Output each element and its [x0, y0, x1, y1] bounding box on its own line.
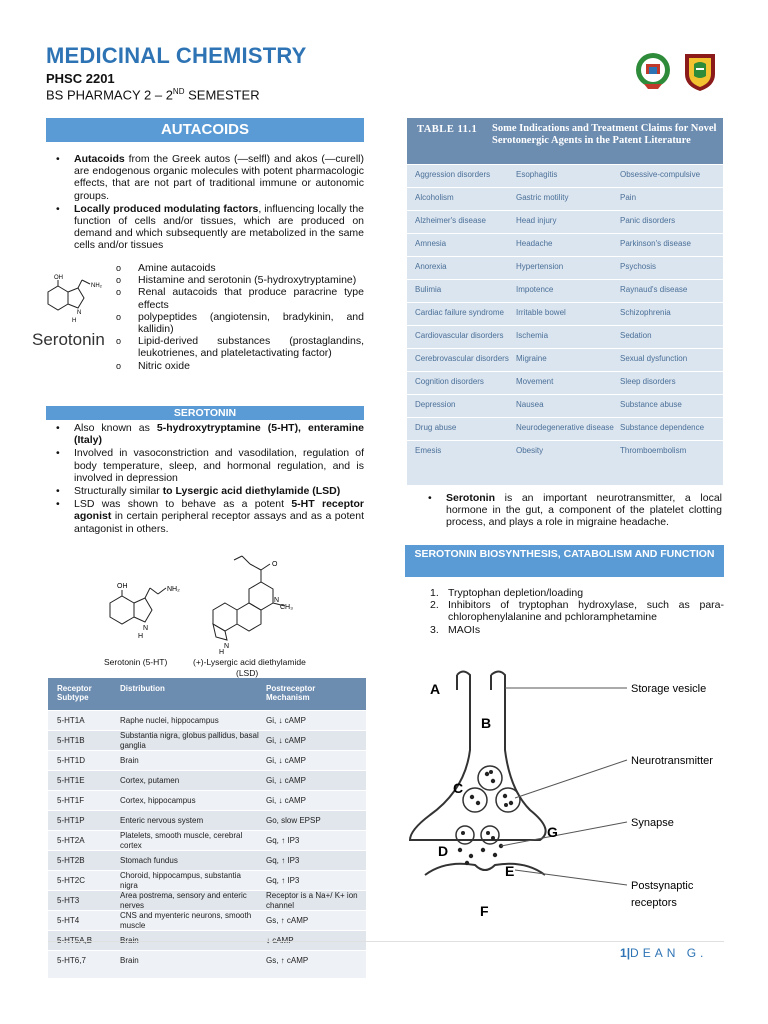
table-cell: Platelets, smooth muscle, cerebral cortex [120, 831, 243, 850]
table-cell: Aggression disorders [415, 170, 491, 179]
serotonin-lsd-structures [100, 548, 300, 658]
label-receptors: receptors [631, 897, 677, 909]
letter-a: A [430, 681, 441, 697]
table-cell: Alzheimer's disease [415, 216, 486, 225]
oh-label: OH [117, 583, 128, 590]
page-footer [620, 946, 707, 960]
table-cell: Sexual dysfunction [620, 354, 688, 363]
table-row [407, 440, 723, 463]
list-item: 3. MAOIs [430, 623, 481, 636]
serotonin-bullet-4 [48, 498, 364, 535]
table-cell: Bulimia [415, 285, 442, 294]
figure-label-lsd: (+)-Lysergic acid diethylamide [193, 657, 306, 667]
n-label: N [274, 597, 280, 604]
table-row [48, 950, 366, 970]
h-label: H [138, 633, 144, 640]
university-seal-logo [634, 50, 672, 92]
table-cell: Substance abuse [620, 400, 682, 409]
header-cell: Distribution [120, 684, 165, 693]
table-row [407, 417, 723, 440]
table-row [407, 279, 723, 302]
table-cell: Esophagitis [516, 170, 558, 179]
serotonin-structure-label: Serotonin [32, 330, 105, 349]
table-body [407, 164, 723, 463]
table-cell: CNS and myenteric neurons, smooth muscle [120, 911, 252, 930]
oh-label: OH [54, 275, 63, 281]
letter-c: C [453, 780, 464, 796]
table-cell: Gi, ↓ cAMP [266, 735, 307, 745]
page-number: 1 [620, 946, 627, 960]
bullet-text: , influencing locally the function of cells and/or tissues, which are produced on demand and which subsequently are metabolized in the same cells and/or tissues [74, 202, 365, 252]
list-item: 2. Inhibitors of tryptophan hydroxylase, such as para-chlorophenylalanine and pchloramphetamine [430, 599, 724, 624]
table-cell: Head injury [516, 216, 557, 225]
table-cell: Pain [620, 193, 637, 202]
table-cell: Gi, ↓ cAMP [266, 755, 307, 765]
item-text: Inhibitors of tryptophan hydroxylase, such as para-chlorophenylalanine and pchloramphetamine [448, 599, 724, 624]
serotonin-bullet-2: • Involved in vasoconstriction and vasodilation, regulation of body temperature, sleep, and hormonal regulation, and is involved in depression [48, 447, 364, 484]
table-cell: Stomach fundus [120, 855, 178, 865]
table-row [407, 348, 723, 371]
table-cell: Raphe nuclei, hippocampus [120, 715, 219, 725]
table-cell: Alcoholism [415, 193, 454, 202]
table-cell: 5-HT1P [57, 815, 85, 825]
table-cell: Raynaud's disease [620, 285, 688, 294]
table-cell: Gq, ↑ IP3 [266, 875, 300, 885]
table-number: TABLE 11.1 [417, 124, 478, 135]
table-cell: Panic disorders [620, 216, 676, 225]
table-cell: Irritable bowel [516, 308, 566, 317]
storage-vesicle [478, 766, 502, 790]
table-cell: 5-HT2B [57, 855, 85, 865]
table-row [48, 930, 366, 950]
figure-label-serotonin: Serotonin (5-HT) [104, 657, 168, 667]
table-row [48, 890, 366, 910]
bold-term: to Lysergic acid diethylamide (LSD) [162, 485, 341, 498]
table-cell: Hypertension [516, 262, 564, 271]
table-cell: 5-HT2C [57, 875, 86, 885]
table-body [48, 710, 366, 970]
table-cell: Anorexia [415, 262, 447, 271]
o-label: O [272, 561, 278, 568]
table-row [48, 750, 366, 770]
postsynaptic-membrane [425, 864, 545, 875]
storage-vesicle [496, 788, 520, 812]
table-cell: 5-HT1B [57, 735, 85, 745]
sub-item: o polypeptides (angiotensin, bradykinin, and kallidin) [112, 311, 364, 335]
table-cell: 5-HT6,7 [57, 955, 86, 965]
nh2-label: NH₂ [167, 586, 180, 593]
table-row [407, 302, 723, 325]
table-row [407, 371, 723, 394]
table-cell: Cerebrovascular disorders [415, 354, 509, 363]
table-row [407, 164, 723, 187]
sub-item: o Nitric oxide [112, 360, 364, 372]
n-label: N [77, 310, 82, 316]
table-row [407, 187, 723, 210]
table-row [407, 210, 723, 233]
bold-term: Serotonin [446, 492, 495, 504]
table-11-1 [407, 118, 723, 485]
table-cell: Gs, ↑ cAMP [266, 915, 309, 925]
bold-term: Locally produced modulating factors [74, 202, 259, 215]
table-caption: Some Indications and Treatment Claims for Novel Serotonergic Agents in the Patent Literature [492, 123, 717, 146]
bullet-text: in certain peripheral receptor assays and as a potent antagonist in others. [74, 510, 364, 535]
n-label: N [143, 625, 149, 632]
table-cell: Ischemia [516, 331, 549, 340]
letter-e: E [505, 863, 515, 879]
page-title: MEDICINAL CHEMISTRY [46, 43, 307, 68]
figure-label-lsd-abbrev: (LSD) [236, 668, 259, 678]
bullet-text: from the Greek autos (—selfl) and akos (—curell) are endogenous organic molecules with potent pharmacologic effects, that are not part of traditional immune or autonomic groups. [74, 153, 364, 202]
table-cell: Enteric nervous system [120, 815, 204, 825]
table-cell: Obesity [516, 446, 544, 455]
table-cell: Gq, ↑ IP3 [266, 855, 300, 865]
table-cell: Psychosis [620, 262, 657, 271]
table-row [407, 256, 723, 279]
table-row [48, 710, 366, 730]
table-header [48, 678, 366, 710]
bullet-text: Structurally similar [74, 485, 163, 498]
table-cell: Impotence [516, 285, 554, 294]
serotonin-structure-small [34, 272, 106, 330]
header-cell: Receptor Subtype [57, 684, 92, 702]
table-cell: Parkinson's disease [620, 239, 691, 248]
table-cell: Area postrema, sensory and enteric nerves [120, 891, 247, 910]
table-cell: Gi, ↓ cAMP [266, 795, 307, 805]
table-row [48, 910, 366, 930]
table-cell: Sleep disorders [620, 377, 676, 386]
label-postsynaptic: Postsynaptic [631, 880, 694, 892]
table-cell: Headache [516, 239, 553, 248]
table-cell: Brain [120, 755, 139, 765]
table-cell: Thromboembolism [620, 446, 687, 455]
table-cell: Cognition disorders [415, 377, 484, 386]
item-text: Tryptophan depletion/loading [448, 587, 584, 599]
course-code: PHSC 2201 [46, 71, 115, 86]
table-cell: Brain [120, 955, 139, 965]
storage-vesicle [481, 826, 499, 844]
table-row [48, 810, 366, 830]
letter-b: B [481, 715, 492, 731]
sub-item: o Amine autacoids [112, 262, 364, 274]
letter-d: D [438, 843, 449, 859]
program-tail: SEMESTER [184, 87, 260, 103]
label-storage-vesicle: Storage vesicle [631, 683, 707, 695]
table-row [48, 730, 366, 750]
table-cell: Sedation [620, 331, 652, 340]
table-cell: Cardiovascular disorders [415, 331, 504, 340]
table-row [48, 850, 366, 870]
table-cell: Gi, ↓ cAMP [266, 775, 307, 785]
program-line [46, 87, 260, 102]
storage-vesicle [456, 826, 474, 844]
sub-item: o Lipid-derived substances (prostaglandins, leukotrienes, and plateletactivating factor) [112, 335, 364, 359]
serotonin-section [48, 422, 364, 536]
table-cell: Emesis [415, 446, 442, 455]
label-synapse: Synapse [631, 817, 674, 829]
autacoids-bullet-2 [48, 203, 364, 252]
autacoids-heading: AUTACOIDS [46, 118, 364, 142]
autacoids-section [48, 153, 364, 253]
h-label: H [72, 318, 77, 324]
table-cell: Gi, ↓ cAMP [266, 715, 307, 725]
label-neurotransmitter: Neurotransmitter [631, 755, 713, 767]
bullet-text: is an important neurotransmitter, a local hormone in the gut, a component of the platelet clotting process, and plays a role in migraine headache. [446, 492, 722, 529]
biosynthesis-heading: SEROTONIN BIOSYNTHESIS, CATABOLISM AND FUNCTION [405, 545, 724, 577]
bullet-text: LSD was shown to behave as a potent [74, 498, 292, 511]
serotonin-heading: SEROTONIN [46, 406, 364, 420]
table-cell: 5-HT2A [57, 835, 85, 845]
table-cell: Depression [415, 400, 456, 409]
letter-g: G [547, 824, 558, 840]
serotonin-note [420, 492, 722, 530]
storage-vesicle [463, 788, 487, 812]
table-cell: Nausea [516, 400, 544, 409]
table-row [48, 770, 366, 790]
autacoids-sublist [112, 262, 364, 372]
serotonin-bullet-3 [48, 485, 364, 497]
sub-item: o Histamine and serotonin (5-hydroxytryptamine) [112, 274, 364, 286]
bold-term: 5-hydroxytryptamine (5-HT), enteramine (Italy) [74, 422, 364, 447]
h-label: H [219, 649, 225, 656]
program-superscript: ND [172, 87, 185, 96]
table-cell: Gastric motility [516, 193, 569, 202]
table-cell: Migraine [516, 354, 547, 363]
bold-term: 5-HT receptor agonist [74, 498, 364, 523]
table-cell: Obsessive-compulsive [620, 170, 701, 179]
note-bullet [420, 492, 722, 529]
table-cell: Gs, ↑ cAMP [266, 955, 309, 965]
nh2-label: NH₂ [91, 283, 102, 289]
serotonin-bullet-1 [48, 422, 364, 446]
table-cell: Cortex, putamen [120, 775, 180, 785]
table-caption-bar [407, 118, 723, 164]
table-row [48, 790, 366, 810]
table-cell: Go, slow EPSP [266, 815, 321, 825]
table-row [48, 830, 366, 850]
table-cell: Cardiac failure syndrome [415, 308, 504, 317]
sub-item: o Renal autacoids that produce paracrine type effects [112, 286, 364, 310]
table-cell: 5-HT1D [57, 755, 86, 765]
letter-f: F [480, 903, 489, 919]
table-cell: Amnesia [415, 239, 447, 248]
ch3-label: CH₃ [280, 604, 293, 611]
table-cell: Cortex, hippocampus [120, 795, 196, 805]
table-cell: Choroid, hippocampus, substantia nigra [120, 871, 241, 890]
biosynthesis-list [428, 587, 724, 636]
table-cell: 5-HT4 [57, 915, 80, 925]
header-cell: Postreceptor Mechanism [266, 684, 316, 702]
table-cell: Drug abuse [415, 423, 457, 432]
table-cell: 5-HT3 [57, 895, 80, 905]
table-row [407, 325, 723, 348]
bold-term: Autacoids [74, 153, 125, 165]
college-shield-logo [681, 50, 719, 92]
table-cell: 5-HT1F [57, 795, 85, 805]
table-cell: Receptor is a Na+/ K+ ion channel [266, 891, 358, 910]
table-cell: 5-HT1E [57, 775, 85, 785]
item-text: MAOIs [448, 623, 481, 636]
table-row [48, 870, 366, 890]
table-cell: Movement [516, 377, 554, 386]
table-row [407, 394, 723, 417]
table-row [407, 233, 723, 256]
table-cell: Substantia nigra, globus pallidus, basal ganglia [120, 731, 259, 750]
autacoids-bullet-1 [48, 153, 364, 202]
footer-separator: | [626, 946, 631, 960]
receptor-subtype-table [48, 678, 366, 978]
table-cell: Neurodegenerative disease [516, 423, 614, 432]
table-cell: 5-HT1A [57, 715, 85, 725]
program-text: BS PHARMACY 2 – 2 [46, 87, 173, 103]
synapse-diagram [405, 660, 725, 930]
footer-divider [48, 941, 724, 942]
list-item: 1. Tryptophan depletion/loading [430, 587, 584, 599]
nh-label: N [224, 643, 230, 650]
footer-author: DEAN G. [630, 946, 708, 960]
table-cell: Substance dependence [620, 423, 705, 432]
bullet-text: Also known as [74, 422, 157, 434]
table-cell: Schizophrenia [620, 308, 671, 317]
table-cell: Gq, ↑ IP3 [266, 835, 300, 845]
